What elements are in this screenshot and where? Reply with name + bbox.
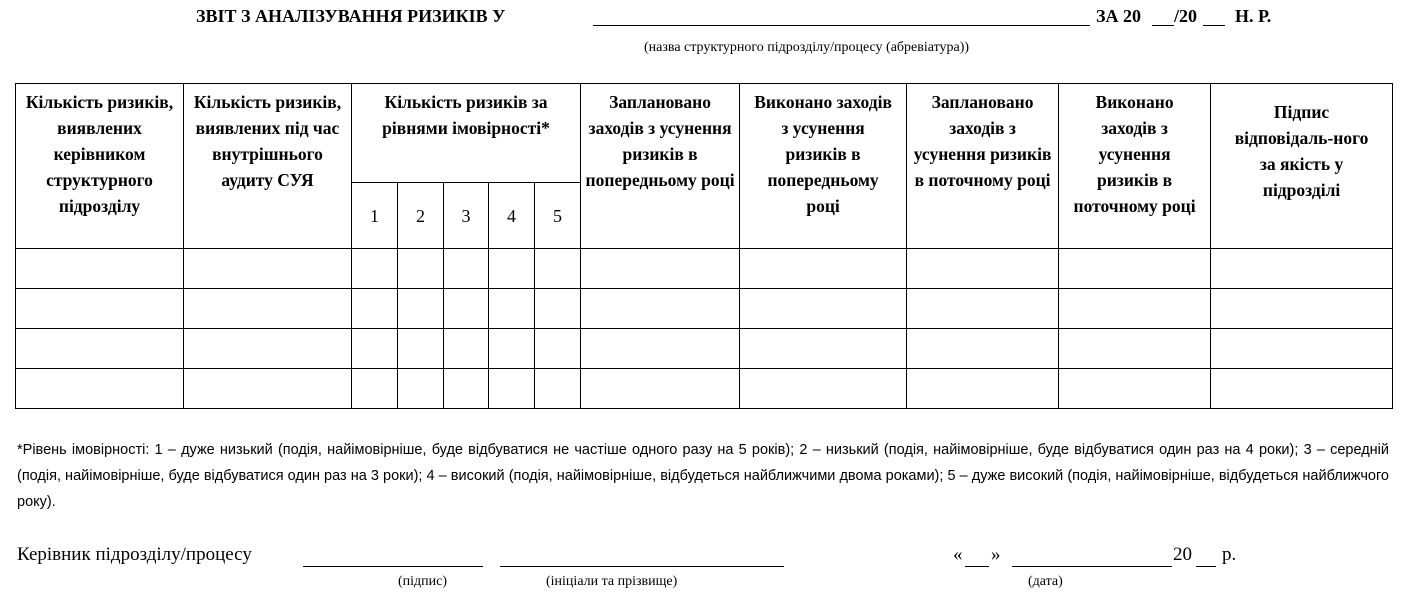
table-cell[interactable] [1059,289,1211,329]
table-cell[interactable] [740,329,907,369]
table-cell[interactable] [907,249,1059,289]
table-cell[interactable] [16,249,184,289]
header-done-current: Виконано заходів з усунення ризиків в поточному році [1059,84,1211,249]
table-cell[interactable] [535,329,581,369]
level-5-header: 5 [535,183,581,249]
table-row [16,249,1393,289]
table-cell[interactable] [16,289,184,329]
month-field[interactable] [1012,566,1172,567]
level-1-header: 1 [352,183,398,249]
year-suffix: р. [1222,544,1237,565]
table-cell[interactable] [740,369,907,409]
table-cell[interactable] [1059,369,1211,409]
table-cell[interactable] [740,289,907,329]
table-cell[interactable] [489,249,535,289]
unit-name-caption: (назва структурного підрозділу/процесу (абревіатура)) [644,40,970,55]
table-cell[interactable] [907,369,1059,409]
title-suffix: Н. Р. [1235,6,1272,26]
header-planned-current: Заплановано заходів з усунення ризиків в поточному році [907,84,1059,249]
title-year-sep: /20 [1174,6,1198,26]
table-cell[interactable] [907,289,1059,329]
table-cell[interactable] [184,249,352,289]
signature-caption: (підпис) [398,574,448,589]
header-risks-by-manager: Кількість ризиків, виявлених керівником структурного підрозділу [16,84,184,249]
unit-name-field[interactable] [593,25,1090,26]
table-cell[interactable] [1059,249,1211,289]
table-row [16,329,1393,369]
table-cell[interactable] [184,289,352,329]
report-title [0,6,1403,30]
quote-open: « [953,544,963,565]
quote-close: » [991,544,1001,565]
level-3-header: 3 [444,183,489,249]
header-signature: Підпис відповідаль-ного за якість у підрозділі [1211,84,1393,249]
table-cell[interactable] [444,369,489,409]
table-cell[interactable] [535,369,581,409]
risk-report-table [15,83,1393,409]
level-2-header: 2 [398,183,444,249]
year-field[interactable] [1196,566,1216,567]
table-cell[interactable] [352,289,398,329]
year-start-field[interactable] [1152,25,1174,26]
table-cell[interactable] [1211,369,1393,409]
table-row [16,369,1393,409]
table-cell[interactable] [352,329,398,369]
table-cell[interactable] [1211,289,1393,329]
table-cell[interactable] [398,289,444,329]
table-cell[interactable] [398,369,444,409]
table-cell[interactable] [489,369,535,409]
table-cell[interactable] [398,329,444,369]
table-cell[interactable] [444,289,489,329]
table-cell[interactable] [907,329,1059,369]
signature-label: Керівник підрозділу/процесу [17,544,252,565]
probability-footnote: *Рівень імовірності: 1 – дуже низький (подія, найімовірніше, буде відбуватися не частіше одного разу на 5 років); 2 – низький (подія, найімовірніше, буде відбуватися один раз на 4 роки); 3 – середній (подія, найімовірніше, буде відбуватися один раз на 3 роки); 4 – високий (подія, найімовірніше, відбудеться найближчими двома роками); 5 – дуже високий (подія, найімовірніше, відбудеться найближчого року). [17,442,1389,510]
table-cell[interactable] [535,289,581,329]
table-cell[interactable] [444,249,489,289]
level-4-header: 4 [489,183,535,249]
table-cell[interactable] [444,329,489,369]
date-caption: (дата) [1028,574,1063,589]
table-cell[interactable] [581,329,740,369]
table-cell[interactable] [398,249,444,289]
title-prefix: ЗВІТ З АНАЛІЗУВАННЯ РИЗИКІВ У [196,6,506,26]
table-cell[interactable] [16,369,184,409]
table-cell[interactable] [352,369,398,409]
table-cell[interactable] [184,369,352,409]
initials-caption: (ініціали та прізвище) [546,574,678,589]
title-za: ЗА 20 [1096,6,1141,26]
table-row [16,289,1393,329]
table-cell[interactable] [1059,329,1211,369]
year-end-field[interactable] [1203,25,1225,26]
table-cell[interactable] [352,249,398,289]
signature-field[interactable] [303,566,483,567]
table-cell[interactable] [184,329,352,369]
table-cell[interactable] [581,369,740,409]
table-cell[interactable] [581,249,740,289]
header-planned-previous: Заплановано заходів з усунення ризиків в попередньому році [581,84,740,249]
table-cell[interactable] [16,329,184,369]
table-cell[interactable] [1211,329,1393,369]
table-cell[interactable] [581,289,740,329]
table-cell[interactable] [535,249,581,289]
day-field[interactable] [965,566,989,567]
header-risks-by-probability: Кількість ризиків за рівнями імовірності* [352,84,581,183]
header-risks-by-audit: Кількість ризиків, виявлених під час внутрішнього аудиту СУЯ [184,84,352,249]
table-cell[interactable] [1211,249,1393,289]
table-cell[interactable] [489,329,535,369]
initials-field[interactable] [500,566,784,567]
table-cell[interactable] [489,289,535,329]
header-done-previous: Виконано заходів з усунення ризиків в попередньому році [740,84,907,249]
year-prefix: 20 [1173,544,1192,565]
table-cell[interactable] [740,249,907,289]
